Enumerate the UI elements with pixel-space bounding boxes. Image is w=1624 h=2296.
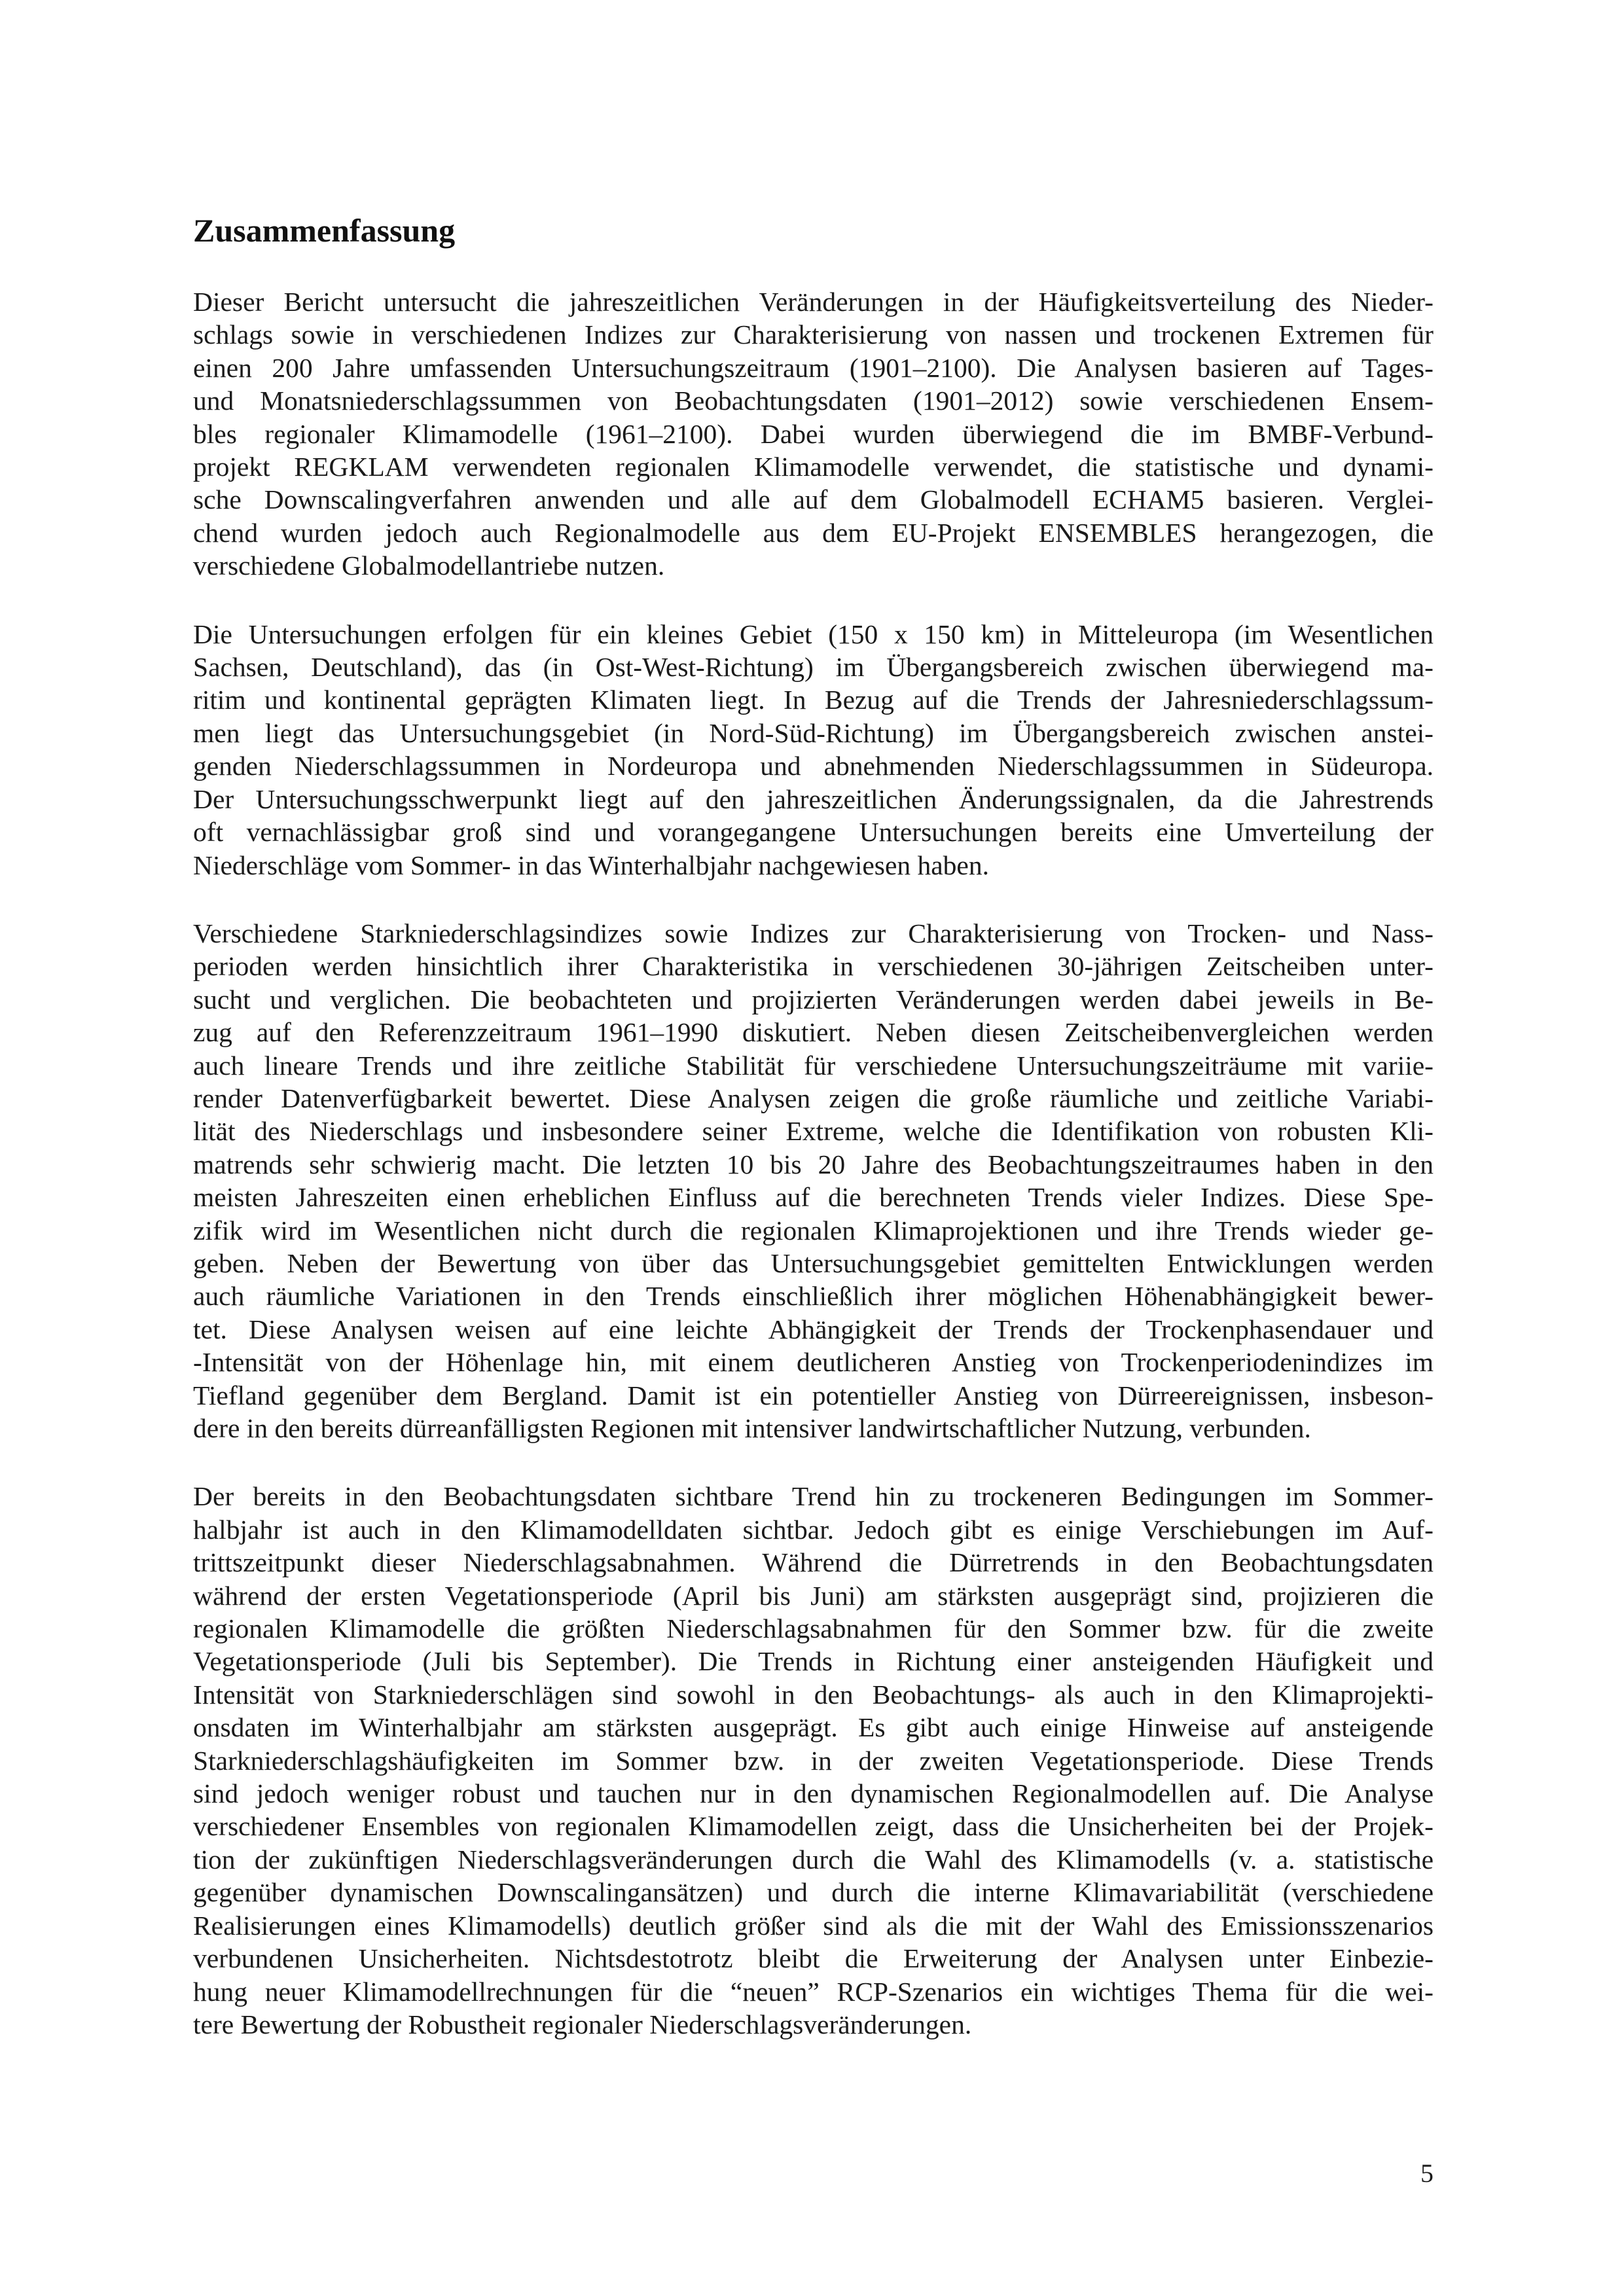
text-line: ritim und kontinental geprägten Klimaten liegt. In Bezug auf die Trends der Jahresniederschlagssum- <box>193 685 1434 715</box>
text-line: Der bereits in den Beobachtungsdaten sichtbare Trend hin zu trockeneren Bedingungen im Sommer- <box>193 1481 1434 1512</box>
text-line: tion der zukünftigen Niederschlagsveränderungen durch die Wahl des Klimamodells (v. a. statistische <box>193 1844 1434 1874</box>
text-line: auch lineare Trends und ihre zeitliche Stabilität für verschiedene Untersuchungszeiträume mit variie- <box>193 1050 1434 1081</box>
section-heading: Zusammenfassung <box>193 212 456 249</box>
text-line: während der ersten Vegetationsperiode (April bis Juni) am stärksten ausgeprägt sind, projizieren die <box>193 1580 1434 1611</box>
text-line: -Intensität von der Höhenlage hin, mit einem deutlicheren Anstieg von Trockenperiodenindizes im <box>193 1347 1434 1378</box>
text-line: oft vernachlässigbar groß sind und vorangegangene Untersuchungen bereits eine Umverteilung der <box>193 817 1434 848</box>
text-line: zifik wird im Wesentlichen nicht durch die regionalen Klimaprojektionen und ihre Trends wieder ge- <box>193 1215 1434 1246</box>
text-line: Tiefland gegenüber dem Bergland. Damit ist ein potentieller Anstieg von Dürreereignissen, insbeson- <box>193 1380 1434 1410</box>
paragraph <box>193 917 1434 1445</box>
text-line: sind jedoch weniger robust und tauchen nur in den dynamischen Regionalmodellen auf. Die Analyse <box>193 1778 1434 1809</box>
text-line: meisten Jahreszeiten einen erheblichen Einfluss auf die berechneten Trends vieler Indizes. Diese Spe- <box>193 1182 1434 1213</box>
text-line: Intensität von Starkniederschlägen sind sowohl in den Beobachtungs- als auch in den Klimaprojekti- <box>193 1679 1434 1710</box>
text-line: Starkniederschlagshäufigkeiten im Sommer bzw. in der zweiten Vegetationsperiode. Diese Trends <box>193 1745 1434 1776</box>
text-line: dere in den bereits dürreanfälligsten Regionen mit intensiver landwirtschaftlicher Nutzung, verbunden. <box>193 1413 1311 1443</box>
text-line: men liegt das Untersuchungsgebiet (in Nord-Süd-Richtung) im Übergangsbereich zwischen anstei- <box>193 717 1434 748</box>
text-line: genden Niederschlagssummen in Nordeuropa und abnehmenden Niederschlagssummen in Südeuropa. <box>193 751 1434 781</box>
text-line: verbundenen Unsicherheiten. Nichtsdestotrotz bleibt die Erweiterung der Analysen unter Einbezie- <box>193 1943 1434 1974</box>
text-line: sche Downscalingverfahren anwenden und alle auf dem Globalmodell ECHAM5 basieren. Verglei- <box>193 484 1434 515</box>
text-line: und Monatsniederschlagssummen von Beobachtungsdaten (1901–2012) sowie verschiedenen Ensem- <box>193 386 1434 416</box>
text-line: onsdaten im Winterhalbjahr am stärksten ausgeprägt. Es gibt auch einige Hinweise auf ansteigende <box>193 1712 1434 1743</box>
paragraph <box>193 618 1434 882</box>
text-line: Der Untersuchungsschwerpunkt liegt auf den jahreszeitlichen Änderungssignalen, da die Jahrestrends <box>193 783 1434 814</box>
paragraph <box>193 285 1434 583</box>
text-line: perioden werden hinsichtlich ihrer Charakteristika in verschiedenen 30-jährigen Zeitscheiben unter- <box>193 951 1434 982</box>
text-line: einen 200 Jahre umfassenden Untersuchungszeitraum (1901–2100). Die Analysen basieren auf Tages- <box>193 352 1434 383</box>
text-line: hung neuer Klimamodellrechnungen für die “neuen” RCP-Szenarios ein wichtiges Thema für die wei- <box>193 1976 1434 2007</box>
text-line: Dieser Bericht untersucht die jahreszeitlichen Veränderungen in der Häufigkeitsverteilung des Nieder- <box>193 287 1434 317</box>
text-line: schlags sowie in verschiedenen Indizes zur Charakterisierung von nassen und trockenen Extremen für <box>193 319 1434 350</box>
text-line: tet. Diese Analysen weisen auf eine leichte Abhängigkeit der Trends der Trockenphasendauer und <box>193 1314 1434 1344</box>
text-line: matrends sehr schwierig macht. Die letzten 10 bis 20 Jahre des Beobachtungszeitraumes haben in den <box>193 1149 1434 1179</box>
text-line: Realisierungen eines Klimamodells) deutlich größer sind als die mit der Wahl des Emissionsszenarios <box>193 1910 1434 1941</box>
text-line: Verschiedene Starkniederschlagsindizes sowie Indizes zur Charakterisierung von Trocken- und Nass- <box>193 918 1434 948</box>
text-line: verschiedener Ensembles von regionalen Klimamodellen zeigt, dass die Unsicherheiten bei der Projek- <box>193 1811 1434 1842</box>
text-line: render Datenverfügbarkeit bewertet. Diese Analysen zeigen die große räumliche und zeitliche Variabi- <box>193 1083 1434 1113</box>
text-line: projekt REGKLAM verwendeten regionalen Klimamodelle verwendet, die statistische und dynami- <box>193 452 1434 482</box>
text-line: zug auf den Referenzzeitraum 1961–1990 diskutiert. Neben diesen Zeitscheibenvergleichen werden <box>193 1017 1434 1048</box>
paragraph <box>193 1480 1434 2041</box>
text-line: bles regionaler Klimamodelle (1961–2100). Dabei wurden überwiegend die im BMBF-Verbund- <box>193 418 1434 449</box>
text-line: chend wurden jedoch auch Regionalmodelle aus dem EU-Projekt ENSEMBLES herangezogen, die <box>193 517 1434 548</box>
text-line: halbjahr ist auch in den Klimamodelldaten sichtbar. Jedoch gibt es einige Verschiebungen im Auf- <box>193 1514 1434 1545</box>
text-line: trittszeitpunkt dieser Niederschlagsabnahmen. Während die Dürretrends in den Beobachtungsdaten <box>193 1547 1434 1578</box>
text-line: auch räumliche Variationen in den Trends einschließlich ihrer möglichen Höhenabhängigkeit bewer- <box>193 1281 1434 1312</box>
text-line: Die Untersuchungen erfolgen für ein kleines Gebiet (150 x 150 km) in Mitteleuropa (im Wesentlichen <box>193 619 1434 649</box>
page-number: 5 <box>1420 2159 1434 2188</box>
body-text <box>193 285 1434 2041</box>
text-line: verschiedene Globalmodellantriebe nutzen. <box>193 550 665 581</box>
text-line: Niederschläge vom Sommer- in das Winterhalbjahr nachgewiesen haben. <box>193 850 989 880</box>
text-line: lität des Niederschlags und insbesondere seiner Extreme, welche die Identifikation von robusten Kli- <box>193 1116 1434 1147</box>
text-line: regionalen Klimamodelle die größten Niederschlagsabnahmen für den Sommer bzw. für die zweite <box>193 1613 1434 1644</box>
text-line: tere Bewertung der Robustheit regionaler Niederschlagsveränderungen. <box>193 2009 972 2039</box>
text-line: sucht und verglichen. Die beobachteten und projizierten Veränderungen werden dabei jeweils in Be- <box>193 984 1434 1014</box>
text-line: Vegetationsperiode (Juli bis September). Die Trends in Richtung einer ansteigenden Häufigkeit und <box>193 1646 1434 1677</box>
text-line: gegenüber dynamischen Downscalingansätzen) und durch die interne Klimavariabilität (verschiedene <box>193 1877 1434 1908</box>
text-line: geben. Neben der Bewertung von über das Untersuchungsgebiet gemittelten Entwicklungen werden <box>193 1247 1434 1278</box>
summary-section <box>193 211 1434 2076</box>
text-line: Sachsen, Deutschland), das (in Ost-West-Richtung) im Übergangsbereich zwischen überwiegend ma- <box>193 652 1434 683</box>
